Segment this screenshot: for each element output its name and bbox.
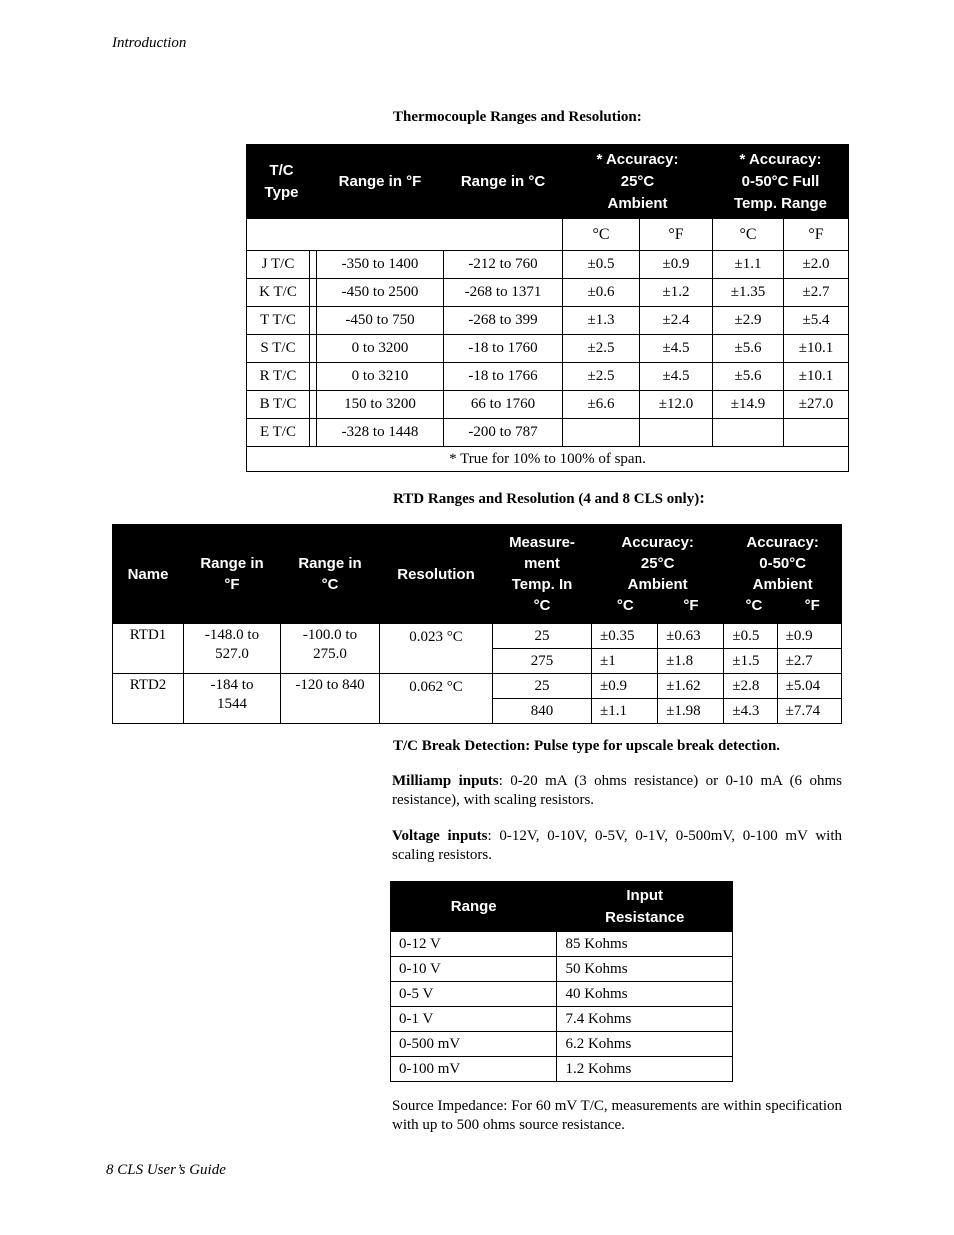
tc-spacer-cell [310, 419, 317, 447]
rtd-measure-cell: 275 [493, 649, 592, 674]
vr-resistance-cell: 85 Kohms [557, 932, 733, 957]
vr-range-cell: 0-12 V [391, 932, 557, 957]
tc-acc-full-c-cell: ±1.35 [713, 279, 784, 307]
tc-range-f-cell: 0 to 3210 [317, 363, 444, 391]
rtd-row [113, 674, 842, 699]
vr-resistance-cell: 1.2 Kohms [557, 1057, 733, 1082]
rtd-accuracy-25-header: Accuracy: 25°C Ambient °C °F [592, 525, 724, 624]
rtd-acc-050c-cell: ±2.8 [724, 674, 777, 699]
tc-acc-full-c-cell: ±5.6 [713, 363, 784, 391]
rtd-name-cell: RTD2 [113, 674, 184, 724]
rtd-acc-050f-cell: ±7.74 [777, 699, 841, 724]
tc-range-c-cell: -18 to 1766 [444, 363, 563, 391]
rtd-acc-050f-cell: ±2.7 [777, 649, 841, 674]
tc-range-c-cell: -212 to 760 [444, 251, 563, 279]
vr-range-cell: 0-5 V [391, 982, 557, 1007]
tc-acc-25f-cell: ±12.0 [640, 391, 713, 419]
tc-row [247, 307, 849, 335]
tc-acc-25c-cell: ±0.5 [563, 251, 640, 279]
thermocouple-table [246, 144, 849, 472]
rtd-acc-25c-cell: ±1.1 [592, 699, 658, 724]
rtd-acc-25f-cell: ±0.63 [658, 624, 724, 649]
tc-spacer-cell [310, 335, 317, 363]
tc-range-f-cell: -350 to 1400 [317, 251, 444, 279]
vr-range-cell: 0-10 V [391, 957, 557, 982]
rtd-resolution-header: Resolution [380, 525, 493, 624]
rtd-acc-25f-cell: ±1.8 [658, 649, 724, 674]
tc-acc-full-c-cell: ±5.6 [713, 335, 784, 363]
rtd-accuracy-050-header: Accuracy: 0-50°C Ambient °C °F [724, 525, 842, 624]
vr-resistance-cell: 7.4 Kohms [557, 1007, 733, 1032]
rtd-measure-cell: 25 [493, 624, 592, 649]
tc-row [247, 419, 849, 447]
tc-acc-full-c-cell: ±2.9 [713, 307, 784, 335]
tc-acc-full-f-cell: ±10.1 [784, 363, 849, 391]
vr-range-cell: 0-100 mV [391, 1057, 557, 1082]
tc-footnote: * True for 10% to 100% of span. [247, 447, 849, 472]
rtd-acc-25c-cell: ±0.9 [592, 674, 658, 699]
tc-range-f-cell: 0 to 3200 [317, 335, 444, 363]
tc-unit-row [247, 219, 849, 251]
vr-resistance-cell: 50 Kohms [557, 957, 733, 982]
rtd-range-c-cell: -100.0 to 275.0 [281, 624, 380, 674]
tc-row [247, 391, 849, 419]
tc-range-c-cell: -268 to 399 [444, 307, 563, 335]
tc-header-row [247, 145, 849, 219]
tc-range-c-cell: -18 to 1760 [444, 335, 563, 363]
tc-type-cell: K T/C [247, 279, 310, 307]
running-header: Introduction [112, 35, 187, 51]
tc-acc-25f-cell [640, 419, 713, 447]
tc-range-f-cell: -328 to 1448 [317, 419, 444, 447]
tc-accuracy-full-header: * Accuracy: 0-50°C Full Temp. Range [713, 145, 849, 219]
rtd-acc-050f-cell: ±0.9 [777, 624, 841, 649]
tc-acc-25f-cell: ±1.2 [640, 279, 713, 307]
tc-type-cell: E T/C [247, 419, 310, 447]
voltage-paragraph: Voltage inputs: 0-12V, 0-10V, 0-5V, 0-1V, 0-500mV, 0-100 mV with scaling resistors. [392, 828, 842, 863]
tc-range-c-cell: -268 to 1371 [444, 279, 563, 307]
rtd-caption: RTD Ranges and Resolution (4 and 8 CLS only): [393, 488, 705, 507]
rtd-range-c-header: Range in °C [281, 525, 380, 624]
rtd-resolution-cell: 0.062 °C [380, 674, 493, 724]
tc-acc-25c-cell: ±6.6 [563, 391, 640, 419]
vr-row [391, 1007, 733, 1032]
rtd-acc-050c-cell: ±1.5 [724, 649, 777, 674]
unit-cell: °C [713, 219, 784, 251]
tc-acc-full-c-cell: ±14.9 [713, 391, 784, 419]
vr-resistance-cell: 40 Kohms [557, 982, 733, 1007]
tc-acc-25f-cell: ±2.4 [640, 307, 713, 335]
voltage-resistance-table [390, 881, 733, 1082]
rtd-acc-050c-cell: ±4.3 [724, 699, 777, 724]
running-footer: 8 CLS User’s Guide [106, 1162, 226, 1178]
tc-footnote-row [247, 447, 849, 472]
vr-range-header: Range [391, 882, 557, 932]
rtd-resolution-cell: 0.023 °C [380, 624, 493, 674]
vr-row [391, 932, 733, 957]
rtd-range-f-cell: -184 to 1544 [184, 674, 281, 724]
tc-type-cell: T T/C [247, 307, 310, 335]
rtd-name-header: Name [113, 525, 184, 624]
tc-range-c-cell: 66 to 1760 [444, 391, 563, 419]
tc-spacer-cell [310, 251, 317, 279]
tc-acc-full-f-cell: ±2.0 [784, 251, 849, 279]
tc-caption: Thermocouple Ranges and Resolution: [393, 109, 642, 125]
rtd-acc-050f-cell: ±5.04 [777, 674, 841, 699]
rtd-name-cell: RTD1 [113, 624, 184, 674]
tc-type-header: T/C Type [247, 145, 317, 219]
tc-range-c-header: Range in °C [444, 145, 563, 219]
source-impedance-paragraph: Source Impedance: For 60 mV T/C, measurements are within specification with up to 500 ohms source resistance. [392, 1098, 842, 1133]
tc-acc-full-c-cell [713, 419, 784, 447]
rtd-acc-25c-cell: ±1 [592, 649, 658, 674]
rtd-header-row [113, 525, 842, 624]
tc-acc-25f-cell: ±4.5 [640, 335, 713, 363]
vr-row [391, 1057, 733, 1082]
tc-range-f-header: Range in °F [317, 145, 444, 219]
tc-acc-full-f-cell: ±2.7 [784, 279, 849, 307]
tc-acc-full-f-cell: ±27.0 [784, 391, 849, 419]
tc-type-cell: J T/C [247, 251, 310, 279]
tc-acc-full-f-cell [784, 419, 849, 447]
tc-acc-25c-cell: ±2.5 [563, 335, 640, 363]
vr-resistance-cell: 6.2 Kohms [557, 1032, 733, 1057]
tc-range-f-cell: -450 to 2500 [317, 279, 444, 307]
tc-spacer-cell [310, 307, 317, 335]
rtd-range-c-cell: -120 to 840 [281, 674, 380, 724]
tc-acc-full-c-cell: ±1.1 [713, 251, 784, 279]
rtd-range-f-cell: -148.0 to 527.0 [184, 624, 281, 674]
vr-resistance-header: Input Resistance [557, 882, 733, 932]
tc-range-c-cell: -200 to 787 [444, 419, 563, 447]
unit-cell: °C [563, 219, 640, 251]
tc-type-cell: R T/C [247, 363, 310, 391]
tc-type-cell: S T/C [247, 335, 310, 363]
tc-acc-full-f-cell: ±10.1 [784, 335, 849, 363]
rtd-acc-050c-cell: ±0.5 [724, 624, 777, 649]
unit-cell: °F [784, 219, 849, 251]
tc-row [247, 251, 849, 279]
unit-cell: °F [640, 219, 713, 251]
tc-acc-25c-cell: ±0.6 [563, 279, 640, 307]
tc-range-f-cell: -450 to 750 [317, 307, 444, 335]
tc-acc-25c-cell [563, 419, 640, 447]
tc-row [247, 363, 849, 391]
rtd-row [113, 624, 842, 649]
tc-acc-25c-cell: ±1.3 [563, 307, 640, 335]
rtd-range-f-header: Range in °F [184, 525, 281, 624]
vr-row [391, 1032, 733, 1057]
tc-accuracy-25-header: * Accuracy: 25°C Ambient [563, 145, 713, 219]
tc-spacer-cell [310, 391, 317, 419]
tc-acc-25c-cell: ±2.5 [563, 363, 640, 391]
rtd-acc-25f-cell: ±1.62 [658, 674, 724, 699]
tc-spacer-cell [310, 279, 317, 307]
vr-row [391, 982, 733, 1007]
vr-range-cell: 0-500 mV [391, 1032, 557, 1057]
rtd-acc-25f-cell: ±1.98 [658, 699, 724, 724]
rtd-acc-25c-cell: ±0.35 [592, 624, 658, 649]
milliamp-paragraph: Milliamp inputs: 0-20 mA (3 ohms resistance) or 0-10 mA (6 ohms resistance), with scaling resistors. [392, 773, 842, 808]
rtd-measure-header: Measure- ment Temp. In °C [493, 525, 592, 624]
tc-row [247, 335, 849, 363]
vr-header-row [391, 882, 733, 932]
tc-acc-25f-cell: ±4.5 [640, 363, 713, 391]
tc-row [247, 279, 849, 307]
tc-spacer-cell [310, 363, 317, 391]
rtd-table [112, 524, 842, 724]
rtd-measure-cell: 25 [493, 674, 592, 699]
tc-range-f-cell: 150 to 3200 [317, 391, 444, 419]
tc-type-cell: B T/C [247, 391, 310, 419]
vr-row [391, 957, 733, 982]
tc-acc-full-f-cell: ±5.4 [784, 307, 849, 335]
tc-acc-25f-cell: ±0.9 [640, 251, 713, 279]
break-detection-text: T/C Break Detection: Pulse type for upscale break detection. [393, 738, 781, 754]
vr-range-cell: 0-1 V [391, 1007, 557, 1032]
rtd-measure-cell: 840 [493, 699, 592, 724]
